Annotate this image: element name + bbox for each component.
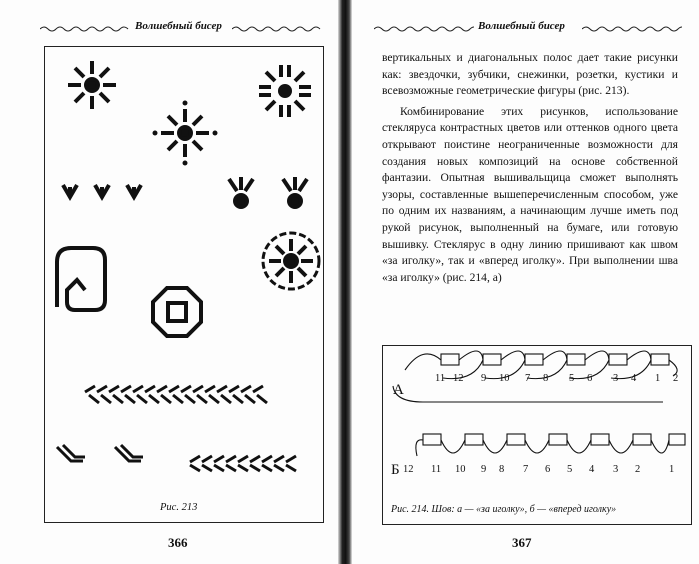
bush-motif bbox=[229, 177, 253, 207]
row-b-number: 4 bbox=[589, 464, 595, 475]
sun-motif bbox=[68, 61, 116, 109]
left-page bbox=[0, 0, 340, 564]
paragraph-2: Комбинирование этих рисунков, использование стекляруса контрастных цветов или оттенков одного цвета открывают поистине неограниченные возможности для создания новых композиций на основе собственной фантазии. Опытная вышивальщица сможет выполнять узоры, составленные вышеперечисленным способом, уже по одним их названиям, а начинающим лучше иметь под рукой рисунок, выполненный на бумаге, или готовую вышивку. Стеклярус в одну линию пришивают как швом «за иголку», так и «вперед иголку». При выполнении шва «за иголку» (рис. 214, а) bbox=[382, 104, 678, 284]
row-b-number: 7 bbox=[523, 464, 529, 475]
row-b-number: 1 bbox=[669, 464, 675, 475]
right-running-header: Волшебный бисер bbox=[478, 20, 565, 32]
row-b-number: 8 bbox=[499, 464, 505, 475]
left-page-number: 366 bbox=[168, 535, 188, 550]
row-b-stitches bbox=[416, 434, 685, 456]
row-b-number: 2 bbox=[635, 464, 641, 475]
bush-motif bbox=[283, 177, 307, 207]
book-spine bbox=[338, 0, 352, 564]
row-b-number: 9 bbox=[481, 464, 487, 475]
row-a-number: 6 bbox=[587, 373, 593, 384]
sun-dotted-motif bbox=[153, 101, 218, 166]
figure-214-caption: Рис. 214. Шов: а — «за иголку», б — «вперед иголку» bbox=[391, 504, 617, 515]
row-b-number: 10 bbox=[455, 464, 466, 475]
row-a-number: 8 bbox=[543, 373, 549, 384]
row-a-number: 1 bbox=[655, 373, 661, 384]
row-b-number: 12 bbox=[403, 464, 414, 475]
chevron-row bbox=[63, 185, 141, 197]
zigzag-border bbox=[85, 386, 267, 403]
figure-213-illustration bbox=[45, 47, 323, 522]
rosette-motif bbox=[263, 233, 319, 289]
row-a-number: 12 bbox=[453, 373, 464, 384]
row-a-number: 5 bbox=[569, 373, 575, 384]
body-text bbox=[382, 50, 678, 286]
figure-213-frame bbox=[44, 46, 324, 523]
header-wave-right bbox=[582, 26, 682, 32]
row-a-label: А bbox=[393, 382, 404, 398]
figure-214-frame bbox=[382, 345, 692, 525]
row-b-number: 5 bbox=[567, 464, 573, 475]
figure-214-diagram bbox=[383, 346, 691, 496]
right-page-number: 367 bbox=[512, 535, 532, 550]
row-a-number: 11 bbox=[435, 373, 446, 384]
row-a-number: 4 bbox=[631, 373, 637, 384]
row-b-number: 11 bbox=[431, 464, 442, 475]
header-wave-left bbox=[40, 26, 130, 32]
paragraph-1: вертикальных и диагональных полос дает такие рисунки как: звездочки, зубчики, снежинки, розетки, кустики и всевозможные геометрические фигуры (рис. 213). bbox=[382, 51, 678, 98]
row-a-number: 2 bbox=[673, 373, 679, 384]
octagon-motif bbox=[153, 288, 201, 336]
right-page bbox=[352, 0, 699, 564]
figure-213-caption: Рис. 213 bbox=[160, 502, 198, 513]
left-running-header: Волшебный бисер bbox=[135, 20, 222, 32]
row-a-number: 7 bbox=[525, 373, 531, 384]
row-b-number: 6 bbox=[545, 464, 551, 475]
row-a-number: 3 bbox=[613, 373, 619, 384]
spiral-motif bbox=[57, 248, 105, 310]
row-a-number: 9 bbox=[481, 373, 487, 384]
row-b-label: Б bbox=[391, 462, 400, 478]
double-zigzag-border bbox=[190, 456, 296, 471]
snowflake-motif bbox=[259, 65, 311, 117]
row-b-number: 3 bbox=[613, 464, 619, 475]
header-wave-left bbox=[374, 26, 474, 32]
header-wave-right bbox=[232, 26, 324, 32]
corner-motif bbox=[57, 445, 143, 461]
row-a-number: 10 bbox=[499, 373, 510, 384]
